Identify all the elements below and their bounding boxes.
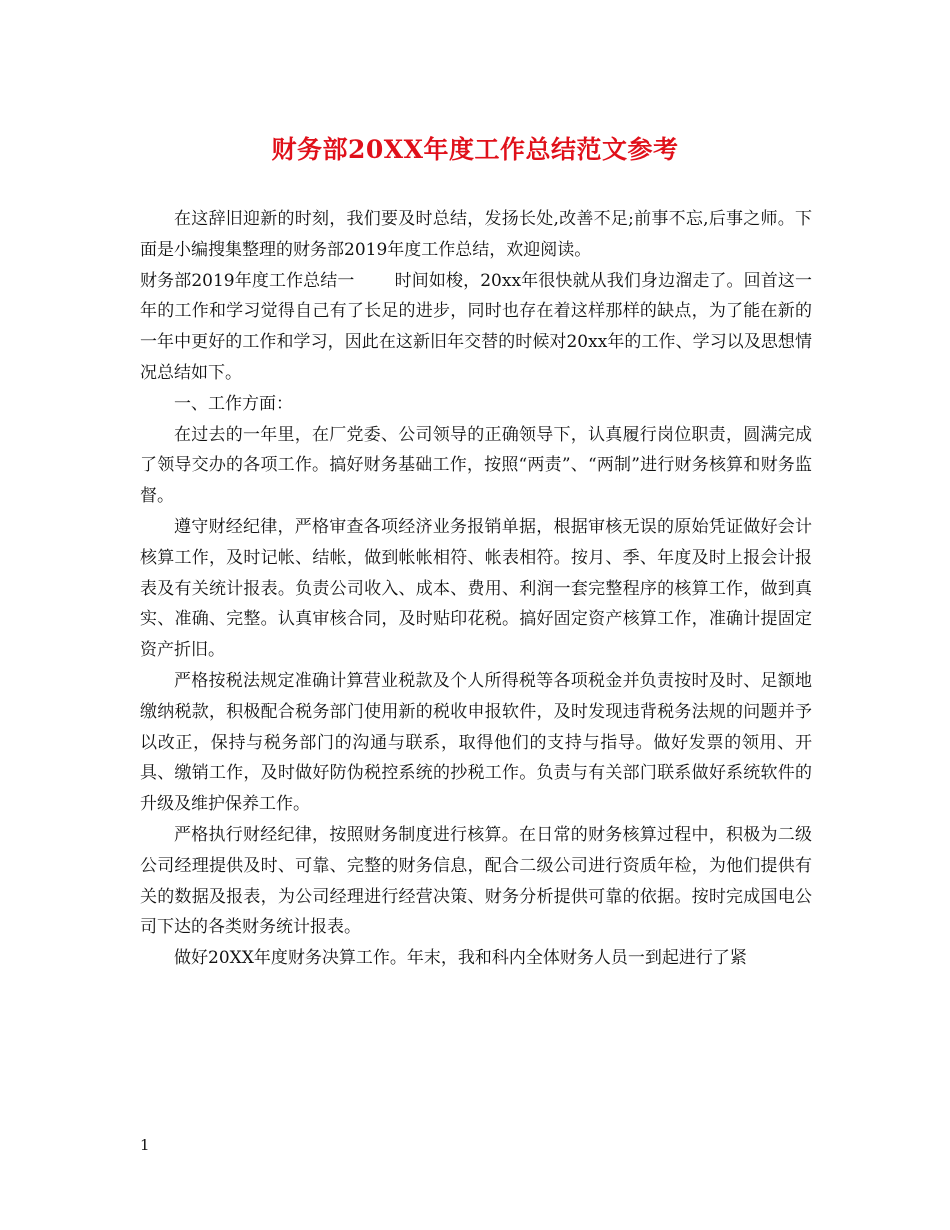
paragraph-work-overview: 在过去的一年里，在厂党委、公司领导的正确领导下，认真履行岗位职责，圆满完成了领导交办的各项工作。搞好财务基础工作，按照“两责”、“两制”进行财务核算和财务监督。 — [140, 424, 812, 507]
paragraph-intro: 在这辞旧迎新的时刻，我们要及时总结，发扬长处,改善不足;前事不忘,后事之师。下面是小编搜集整理的财务部2019年度工作总结，欢迎阅读。 — [140, 209, 812, 260]
document-body — [140, 204, 812, 974]
paragraph-financial-discipline: 遵守财经纪律，严格审查各项经济业务报销单据，根据审核无误的原始凭证做好会计核算工作，及时记帐、结帐，做到帐帐相符、帐表相符。按月、季、年度及时上报会计报表及有关统计报表。负责公司收入、成本、费用、利润一套完整程序的核算工作，做到真实、准确、完整。认真审核合同，及时贴印花税。搞好固定资产核算工作，准确计提固定资产折旧。 — [140, 516, 812, 661]
paragraph-tax: 严格按税法规定准确计算营业税款及个人所得税等各项税金并负责按时及时、足额地缴纳税款，积极配合税务部门使用新的税收申报软件，及时发现违背税务法规的问题并予以改正，保持与税务部门的沟通与联系，取得他们的支持与指导。做好发票的领用、开具、缴销工作，及时做好防伪税控系统的抄税工作。负责与有关部门联系做好系统软件的升级及维护保养工作。 — [140, 670, 812, 815]
document-title: 财务部20XX年度工作总结范文参考 — [271, 135, 679, 164]
section-heading-summary-one: 财务部2019年度工作总结一 — [140, 270, 355, 291]
page-number: 1 — [140, 1136, 150, 1154]
section-heading-work: 一、工作方面： — [174, 393, 293, 414]
paragraph-final-accounts: 做好20XX年度财务决算工作。年末，我和科内全体财务人员一到起进行了紧 — [174, 948, 747, 969]
paragraph-summary-one — [140, 266, 812, 389]
paragraph-financial-system: 严格执行财经纪律，按照财务制度进行核算。在日常的财务核算过程中，积极为二级公司经理提供及时、可靠、完整的财务信息，配合二级公司进行资质年检，为他们提供有关的数据及报表，为公司经理进行经营决策、财务分析提供可靠的依据。按时完成国电公司下达的各类财务统计报表。 — [140, 824, 812, 938]
paragraph-summary-one-text: 时间如梭，20xx年很快就从我们身边溜走了。回首这一年的工作和学习觉得自己有了长足的进步，同时也存在着这样那样的缺点，为了能在新的一年中更好的工作和学习，因此在这新旧年交替的时候对20xx年的工作、学习以及思想情况总结如下。 — [140, 270, 813, 383]
